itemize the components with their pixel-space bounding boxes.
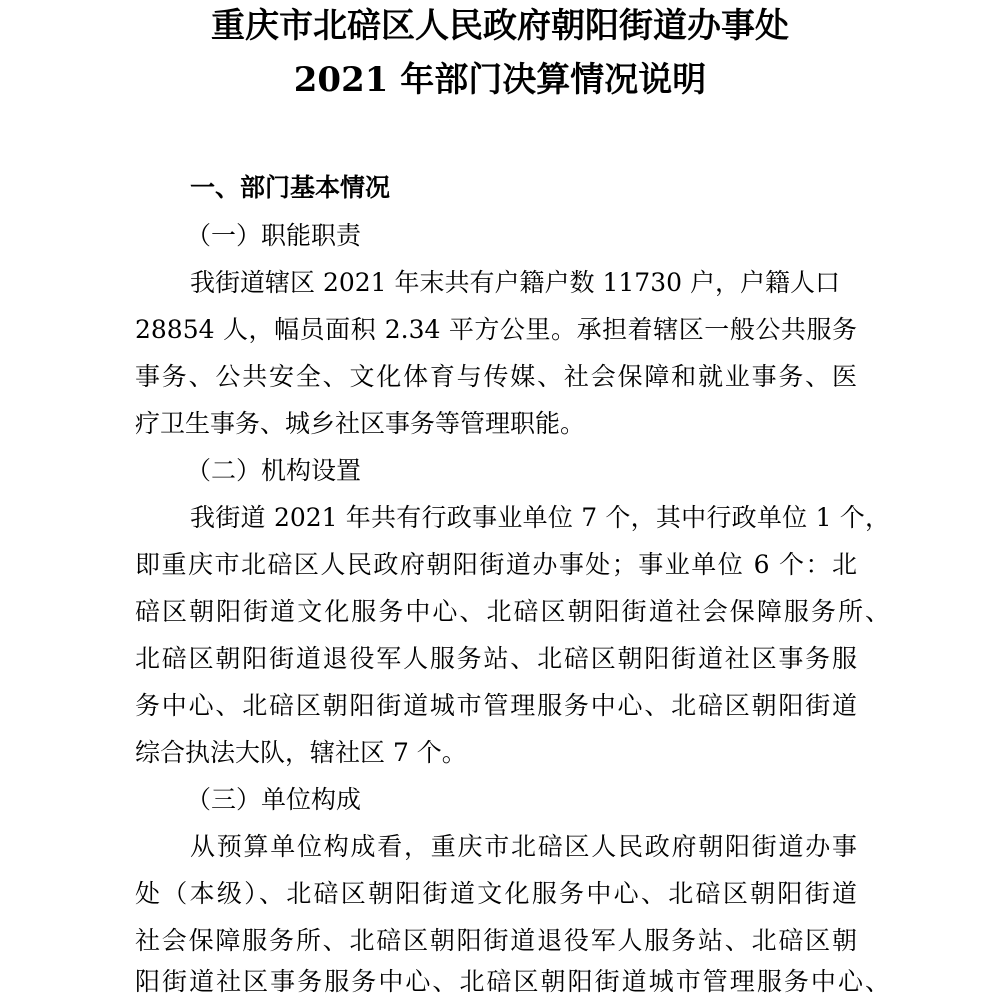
paragraph-line: 务中心、北碚区朝阳街道城市管理服务中心、北碚区朝阳街道 bbox=[135, 691, 857, 720]
paragraph-line: 北碚区朝阳街道退役军人服务站、北碚区朝阳街道社区事务服 bbox=[135, 644, 857, 673]
paragraph-line: 即重庆市北碚区人民政府朝阳街道办事处；事业单位 6 个：北 bbox=[135, 550, 857, 579]
sub1-heading: （一）职能职责 bbox=[186, 221, 362, 250]
paragraph-line: 处（本级）、北碚区朝阳街道文化服务中心、北碚区朝阳街道 bbox=[135, 879, 857, 908]
paragraph-line: 28854 人，幅员面积 2.34 平方公里。承担着辖区一般公共服务 bbox=[135, 315, 857, 344]
document-title-line2: 2021 年部门决算情况说明 bbox=[293, 60, 707, 100]
paragraph-line: 疗卫生事务、城乡社区事务等管理职能。 bbox=[135, 409, 586, 438]
section1-heading: 一、部门基本情况 bbox=[190, 173, 391, 202]
paragraph-line: 我街道辖区 2021 年末共有户籍户数 11730 户，户籍人口 bbox=[190, 268, 840, 297]
sub3-heading: （三）单位构成 bbox=[186, 785, 362, 814]
paragraph-line: 碚区朝阳街道文化服务中心、北碚区朝阳街道社会保障服务所、 bbox=[135, 597, 890, 626]
paragraph-line: 事务、公共安全、文化体育与传媒、社会保障和就业事务、医 bbox=[135, 362, 857, 391]
paragraph-line: 从预算单位构成看，重庆市北碚区人民政府朝阳街道办事 bbox=[190, 832, 857, 861]
document-title-line1: 重庆市北碚区人民政府朝阳街道办事处 bbox=[211, 6, 789, 46]
paragraph-line: 社会保障服务所、北碚区朝阳街道退役军人服务站、北碚区朝 bbox=[135, 926, 857, 955]
paragraph-line: 我街道 2021 年共有行政事业单位 7 个，其中行政单位 1 个， bbox=[190, 503, 890, 532]
paragraph-line: 综合执法大队，辖社区 7 个。 bbox=[135, 738, 467, 767]
sub2-heading: （二）机构设置 bbox=[186, 456, 362, 485]
paragraph-line: 阳街道社区事务服务中心、北碚区朝阳街道城市管理服务中心、 bbox=[135, 967, 890, 996]
